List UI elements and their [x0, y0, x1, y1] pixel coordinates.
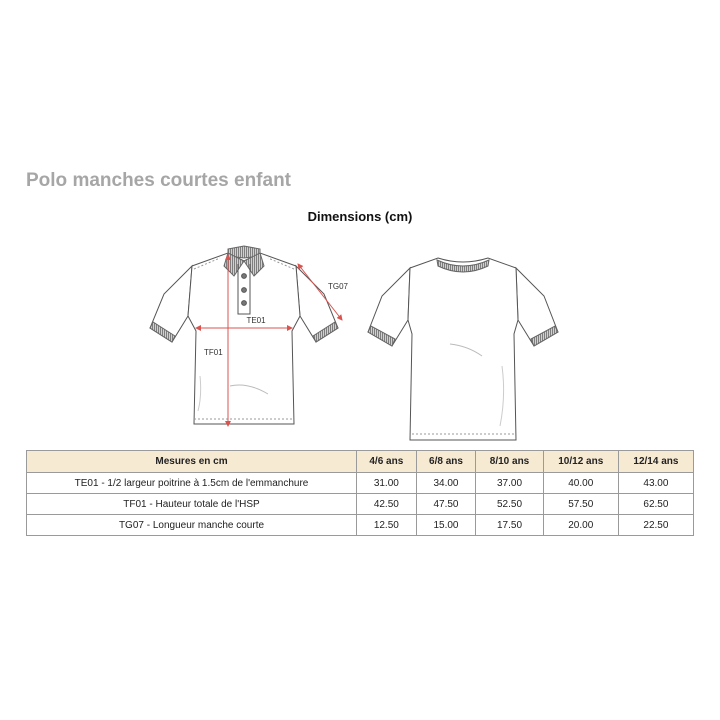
- cell-value: 62.50: [618, 494, 693, 515]
- polo-back-view: [368, 258, 558, 440]
- header-measures: Mesures en cm: [27, 451, 357, 473]
- header-size-4-6: 4/6 ans: [357, 451, 417, 473]
- dimensions-subtitle: Dimensions (cm): [307, 209, 413, 224]
- cell-value: 17.50: [476, 515, 543, 536]
- cell-value: 12.50: [357, 515, 417, 536]
- table-row: [27, 515, 694, 536]
- cell-value: 31.00: [357, 473, 417, 494]
- row-label: TG07 - Longueur manche courte: [27, 515, 357, 536]
- cell-value: 40.00: [543, 473, 618, 494]
- size-table-header-row: [27, 451, 694, 473]
- size-table: [26, 450, 694, 536]
- cell-value: 47.50: [416, 494, 476, 515]
- header-size-10-12: 10/12 ans: [543, 451, 618, 473]
- table-row: [27, 473, 694, 494]
- polo-size-diagram: [130, 236, 590, 446]
- polo-front-view: [150, 246, 338, 424]
- row-label: TF01 - Hauteur totale de l'HSP: [27, 494, 357, 515]
- header-size-6-8: 6/8 ans: [416, 451, 476, 473]
- header-size-12-14: 12/14 ans: [618, 451, 693, 473]
- tg07-label: TG07: [328, 282, 349, 291]
- cell-value: 42.50: [357, 494, 417, 515]
- tf01-label: TF01: [204, 348, 223, 357]
- table-row: [27, 494, 694, 515]
- row-label: TE01 - 1/2 largeur poitrine à 1.5cm de l'emmanchure: [27, 473, 357, 494]
- cell-value: 20.00: [543, 515, 618, 536]
- cell-value: 22.50: [618, 515, 693, 536]
- cell-value: 43.00: [618, 473, 693, 494]
- cell-value: 52.50: [476, 494, 543, 515]
- cell-value: 34.00: [416, 473, 476, 494]
- te01-label: TE01: [246, 316, 266, 325]
- header-size-8-10: 8/10 ans: [476, 451, 543, 473]
- cell-value: 15.00: [416, 515, 476, 536]
- cell-value: 57.50: [543, 494, 618, 515]
- page-title: Polo manches courtes enfant: [26, 170, 292, 191]
- cell-value: 37.00: [476, 473, 543, 494]
